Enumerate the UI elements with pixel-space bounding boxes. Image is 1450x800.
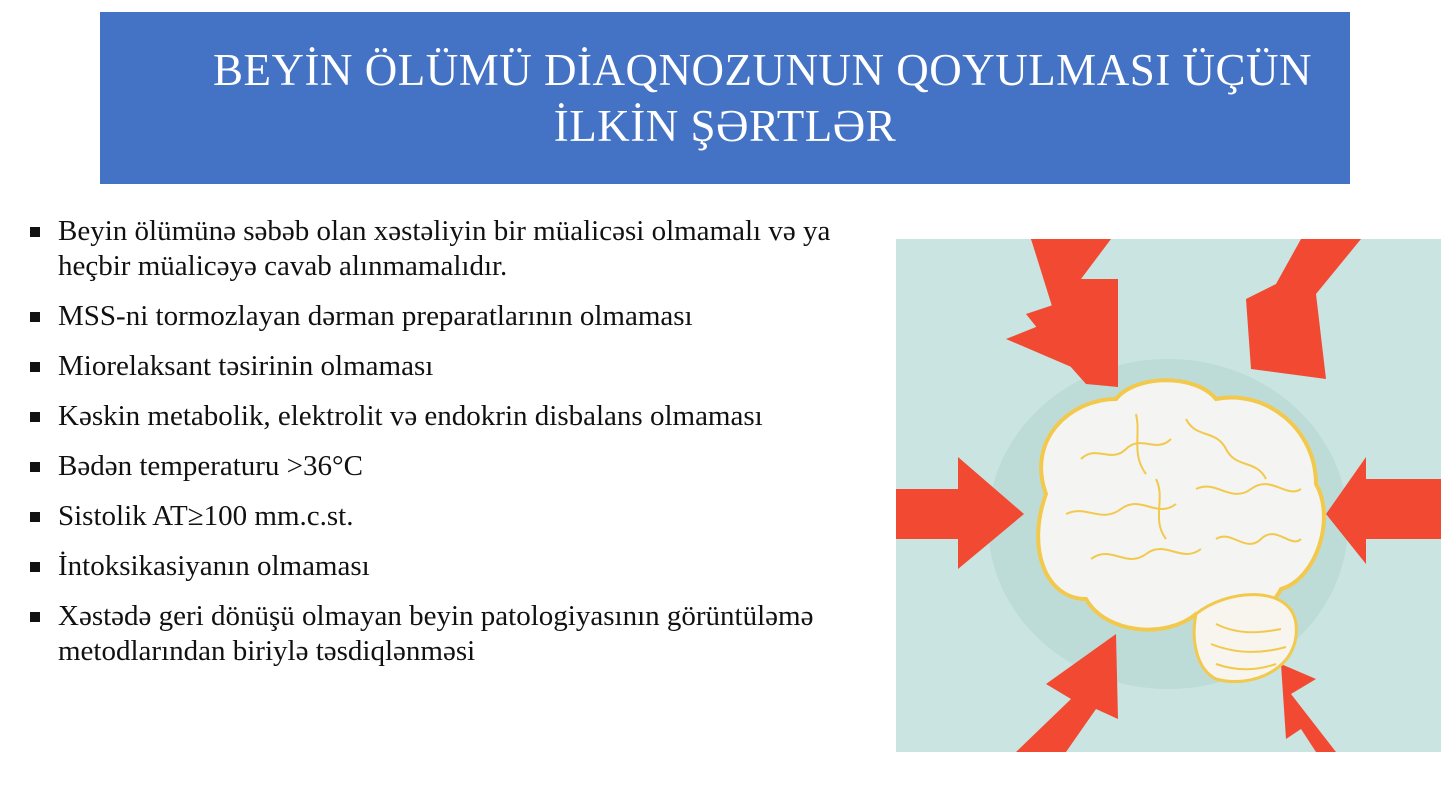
- bullet-text: İntoksikasiyanın olmaması: [58, 550, 370, 582]
- bullet-marker: [30, 362, 40, 372]
- bullet-marker: [30, 512, 40, 522]
- slide-title-line-1: BEYİN ÖLÜMÜ DİAQNOZUNUN QOYULMASI ÜÇÜN: [213, 45, 1312, 95]
- bullet-text: Kəskin metabolik, elektrolit və endokrin disbalans olmaması: [58, 400, 763, 432]
- bullet-marker: [30, 612, 40, 622]
- bullet-text: Beyin ölümünə səbəb olan xəstəliyin bir müalicəsi olmamalı və ya heçbir müalicəyə cavab alınmamalıdır.: [58, 215, 831, 282]
- bullet-item: [30, 599, 890, 669]
- bullet-marker: [30, 412, 40, 422]
- bullet-marker: [30, 312, 40, 322]
- bullet-marker: [30, 462, 40, 472]
- bullet-text: Miorelaksant təsirinin olmaması: [58, 350, 434, 382]
- bullet-item: [30, 299, 890, 334]
- bullet-marker: [30, 227, 40, 237]
- brain-arrows-illustration: [896, 239, 1441, 752]
- slide-title-line-2: İLKİN ŞƏRTLƏR: [553, 101, 897, 151]
- bullet-item: [30, 449, 890, 484]
- bullet-item: [30, 549, 890, 584]
- bullet-marker: [30, 562, 40, 572]
- bullet-text: MSS-ni tormozlayan dərman preparatlarının olmaması: [58, 300, 693, 332]
- brain-illustration-svg: [896, 239, 1441, 752]
- bullet-text: Sistolik AT≥100 mm.c.st.: [58, 500, 354, 532]
- bullet-list: [30, 214, 890, 684]
- bullet-text: Bədən temperaturu >36°C: [58, 450, 363, 482]
- bullet-item: [30, 399, 890, 434]
- bullet-text: Xəstədə geri dönüşü olmayan beyin patologiyasının görüntüləmə metodlarından biriylə təsdiqlənməsi: [58, 600, 814, 667]
- title-banner: [100, 12, 1350, 184]
- bullet-item: [30, 349, 890, 384]
- bullet-item: [30, 214, 890, 284]
- bullet-item: [30, 499, 890, 534]
